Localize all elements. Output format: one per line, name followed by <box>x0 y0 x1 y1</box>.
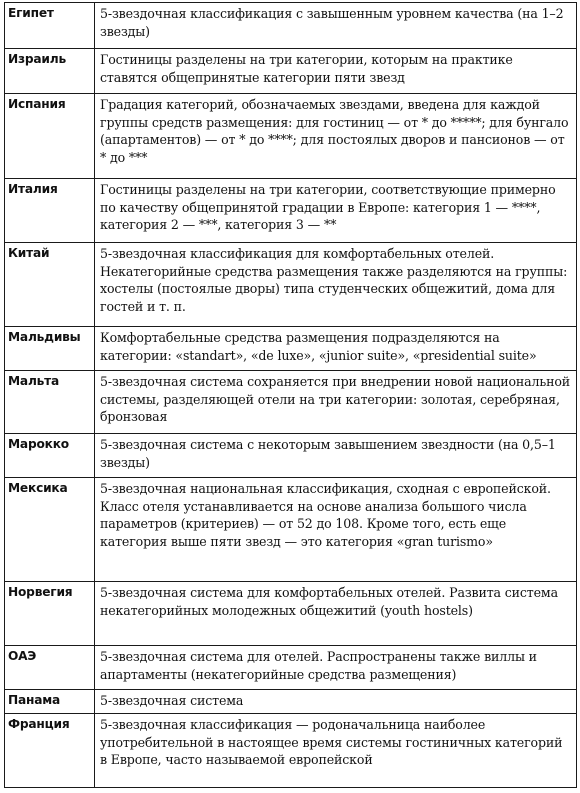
country-cell: Мексика <box>5 478 95 582</box>
table-row <box>5 478 577 582</box>
table-row <box>5 714 577 788</box>
country-cell: Франция <box>5 714 95 788</box>
hotel-classification-table <box>4 2 577 788</box>
table-row <box>5 94 577 179</box>
country-cell: Панама <box>5 690 95 714</box>
description-cell: 5-звездочная классификация с завышенным уровнем качества (на 1–2 звезды) <box>95 3 577 49</box>
description-cell: Комфортабельные средства размещения подразделяются на категории: «standart», «de luxe», «junior suite», «presidential suite» <box>95 327 577 371</box>
table-row <box>5 371 577 434</box>
country-cell: Мальдивы <box>5 327 95 371</box>
table-row <box>5 3 577 49</box>
table-row <box>5 582 577 646</box>
description-cell: 5-звездочная система сохраняется при внедрении новой национальной системы, разделяющей отели на три категории: золотая, серебряная, бронзовая <box>95 371 577 434</box>
description-cell: 5-звездочная система для комфортабельных отелей. Развита система некатегорийных молодежных общежитий (youth hostels) <box>95 582 577 646</box>
country-cell: Израиль <box>5 49 95 94</box>
country-cell: Норвегия <box>5 582 95 646</box>
description-cell: 5-звездочная система с некоторым завышением звездности (на 0,5–1 звезды) <box>95 434 577 478</box>
table-row <box>5 243 577 327</box>
country-cell: Италия <box>5 179 95 243</box>
table-row <box>5 179 577 243</box>
country-cell: Египет <box>5 3 95 49</box>
table-body <box>5 3 577 788</box>
table-row <box>5 434 577 478</box>
table-row <box>5 327 577 371</box>
description-cell: Гостиницы разделены на три категории, которым на практике ставятся общепринятые категории пяти звезд <box>95 49 577 94</box>
description-cell: 5-звездочная система <box>95 690 577 714</box>
country-cell: Китай <box>5 243 95 327</box>
table-row <box>5 690 577 714</box>
description-cell: Градация категорий, обозначаемых звездами, введена для каждой группы средств размещения: для гостиниц — от * до *****; для бунгало (апартаментов) — от * до ****; для постоялых дворов и пансионов — от * до *** <box>95 94 577 179</box>
description-cell: 5-звездочная классификация — родоначальница наиболее употребительной в настоящее время системы гостиничных категорий в Европе, часто называемой европейской <box>95 714 577 788</box>
country-cell: ОАЭ <box>5 646 95 690</box>
description-cell: Гостиницы разделены на три категории, соответствующие примерно по качеству общепринятой градации в Европе: категория 1 — ****, категория 2 — ***, категория 3 — ** <box>95 179 577 243</box>
country-cell: Испания <box>5 94 95 179</box>
table-row <box>5 49 577 94</box>
country-cell: Марокко <box>5 434 95 478</box>
country-cell: Мальта <box>5 371 95 434</box>
description-cell: 5-звездочная классификация для комфортабельных отелей. Некатегорийные средства размещения также разделяются на группы: хостелы (постоялые дворы) типа студенческих общежитий, дома для гостей и т. п. <box>95 243 577 327</box>
description-cell: 5-звездочная национальная классификация, сходная с европейской. Класс отеля устанавливается на основе анализа большого числа параметров (критериев) — от 52 до 108. Кроме того, есть еще категория выше пяти звезд — это категория «gran turismo» <box>95 478 577 582</box>
description-cell: 5-звездочная система для отелей. Распространены также виллы и апартаменты (некатегорийные средства размещения) <box>95 646 577 690</box>
table-row <box>5 646 577 690</box>
